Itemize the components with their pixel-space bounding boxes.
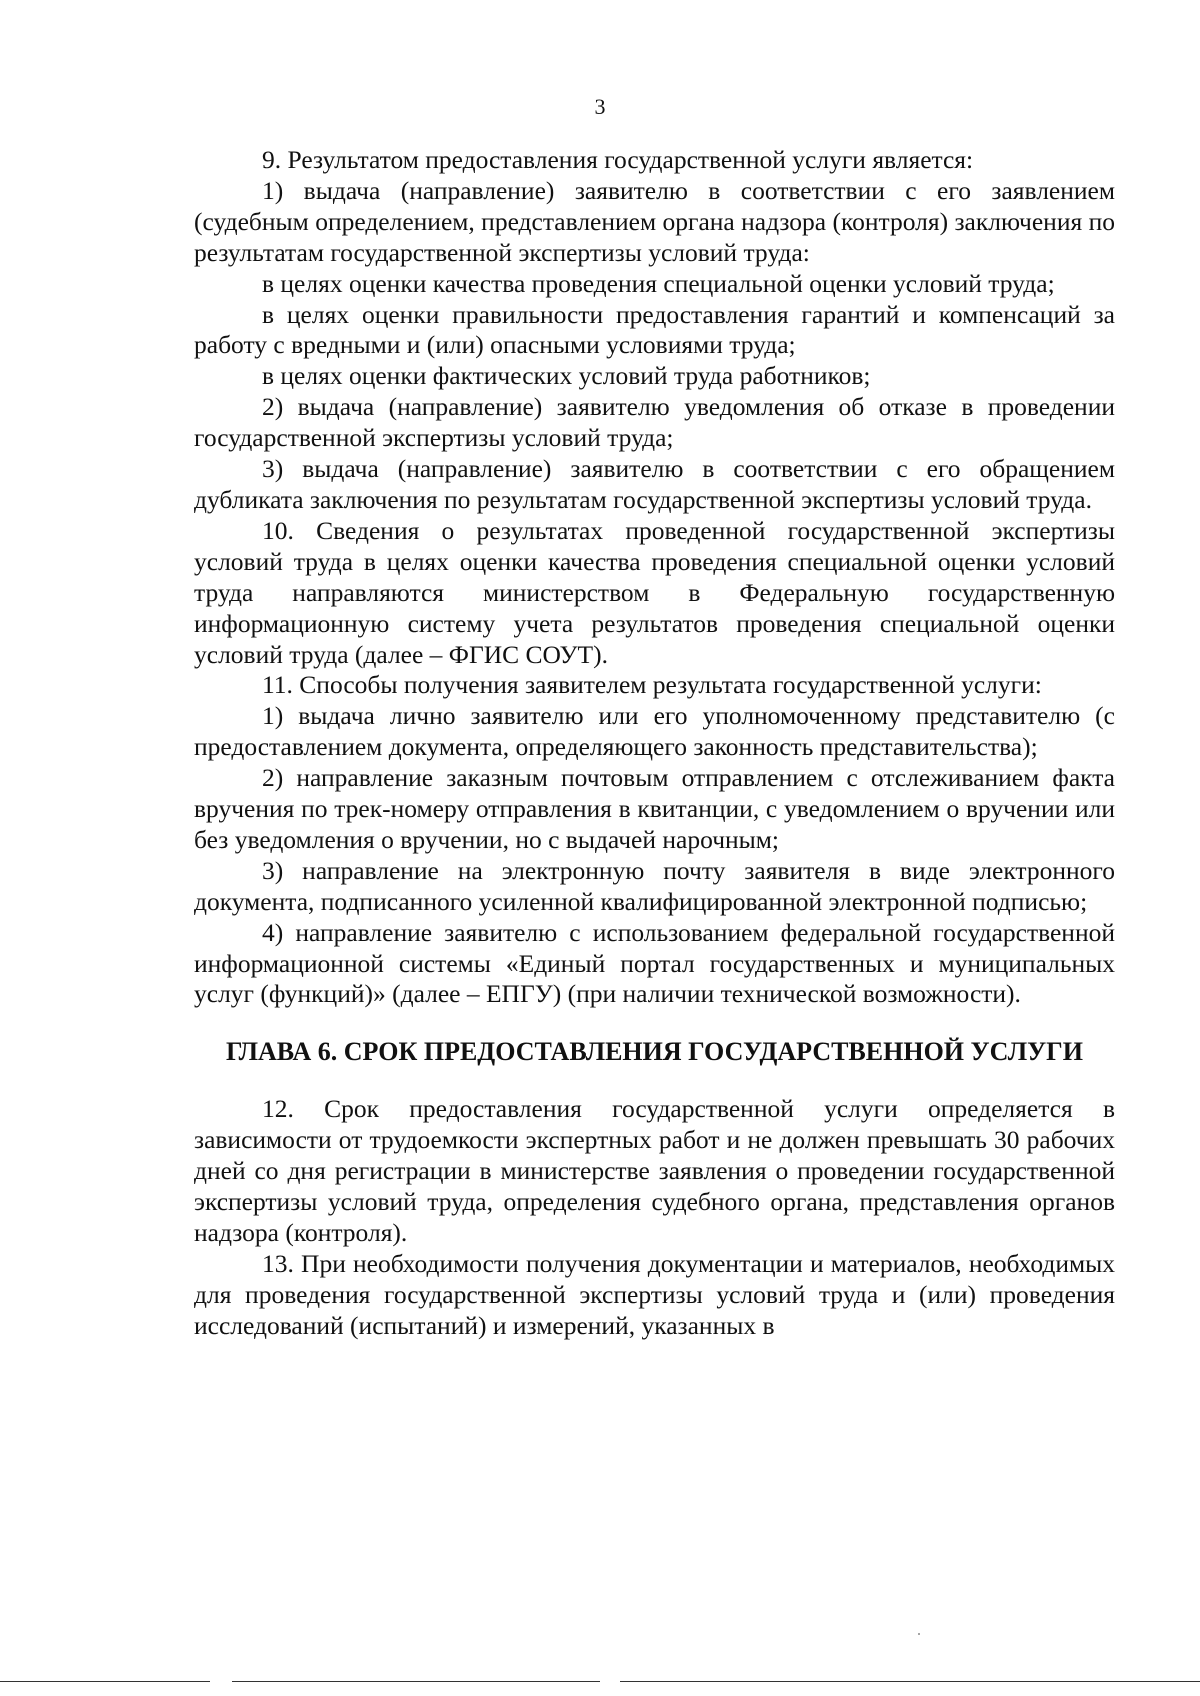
paragraph-13: 13. При необходимости получения документации и материалов, необходимых для проведения государственной экспертизы условий труда и (или) проведения исследований (испытаний) и измерений, указанных в bbox=[194, 1248, 1115, 1340]
paragraph-11-intro: 11. Способы получения заявителем результата государственной услуги: bbox=[262, 670, 1042, 700]
paragraph-9-item-1-purpose-c: в целях оценки фактических условий труда работников; bbox=[262, 361, 871, 391]
paragraph-9-item-1: 1) выдача (направление) заявителю в соответствии с его заявлением (судебным определением, представлением органа надзора (контроля) заключения по результатам государственной экспертизы условий труда: bbox=[194, 175, 1115, 267]
paragraph-11-item-1: 1) выдача лично заявителю или его уполномоченному представителю (с предоставлением документа, определяющего законность представительства); bbox=[194, 701, 1115, 762]
paragraph-10: 10. Сведения о результатах проведенной государственной экспертизы условий труда в целях оценки качества проведения специальной оценки условий труда направляются министерством в Федеральную государственную информационную систему учета результатов проведения специальной оценки условий труда (далее – ФГИС СОУТ). bbox=[194, 515, 1115, 669]
paragraph-11-item-4: 4) направление заявителю с использованием федеральной государственной информационной системы «Единый портал государственных и муниципальных услуг (функций)» (далее – ЕПГУ) (при наличии технической возможности). bbox=[194, 917, 1115, 1009]
page-number: 3 bbox=[594, 94, 606, 119]
paragraph-11-item-3: 3) направление на электронную почту заявителя в виде электронного документа, подписанного усиленной квалифицированной электронной подписью; bbox=[194, 855, 1115, 916]
document-body bbox=[194, 145, 1115, 1342]
bottom-scan-line-middle bbox=[232, 1681, 600, 1682]
paragraph-9-intro: 9. Результатом предоставления государственной услуги является: bbox=[262, 145, 974, 174]
paragraph-12: 12. Срок предоставления государственной услуги определяется в зависимости от трудоемкости экспертных работ и не должен превышать 30 рабочих дней со дня регистрации в министерстве заявления о проведении государственной экспертизы условий труда, определения судебного органа, представления органов надзора (контроля). bbox=[194, 1094, 1115, 1247]
paragraph-9-item-3: 3) выдача (направление) заявителю в соответствии с его обращением дубликата заключения по результатам государственной экспертизы условий труда. bbox=[194, 454, 1115, 514]
bottom-scan-line-right bbox=[620, 1681, 1200, 1682]
paragraph-9-item-2: 2) выдача (направление) заявителю уведомления об отказе в проведении государственной экспертизы условий труда; bbox=[194, 392, 1115, 453]
paragraph-9-item-1-purpose-a: в целях оценки качества проведения специальной оценки условий труда; bbox=[262, 268, 1055, 298]
paragraph-11-item-2: 2) направление заказным почтовым отправлением с отслеживанием факта вручения по трек-номеру отправления в квитанции, с уведомлением о вручении или без уведомления о вручении, но с выдачей нарочным; bbox=[194, 763, 1115, 854]
paragraph-9-item-1-purpose-b: в целях оценки правильности предоставления гарантий и компенсаций за работу с вредными и (или) опасными условиями труда; bbox=[194, 299, 1115, 360]
scan-speck bbox=[918, 1633, 920, 1635]
bottom-scan-line-left bbox=[0, 1681, 210, 1682]
chapter-heading: ГЛАВА 6. СРОК ПРЕДОСТАВЛЕНИЯ ГОСУДАРСТВЕННОЙ УСЛУГИ bbox=[226, 1037, 1083, 1067]
